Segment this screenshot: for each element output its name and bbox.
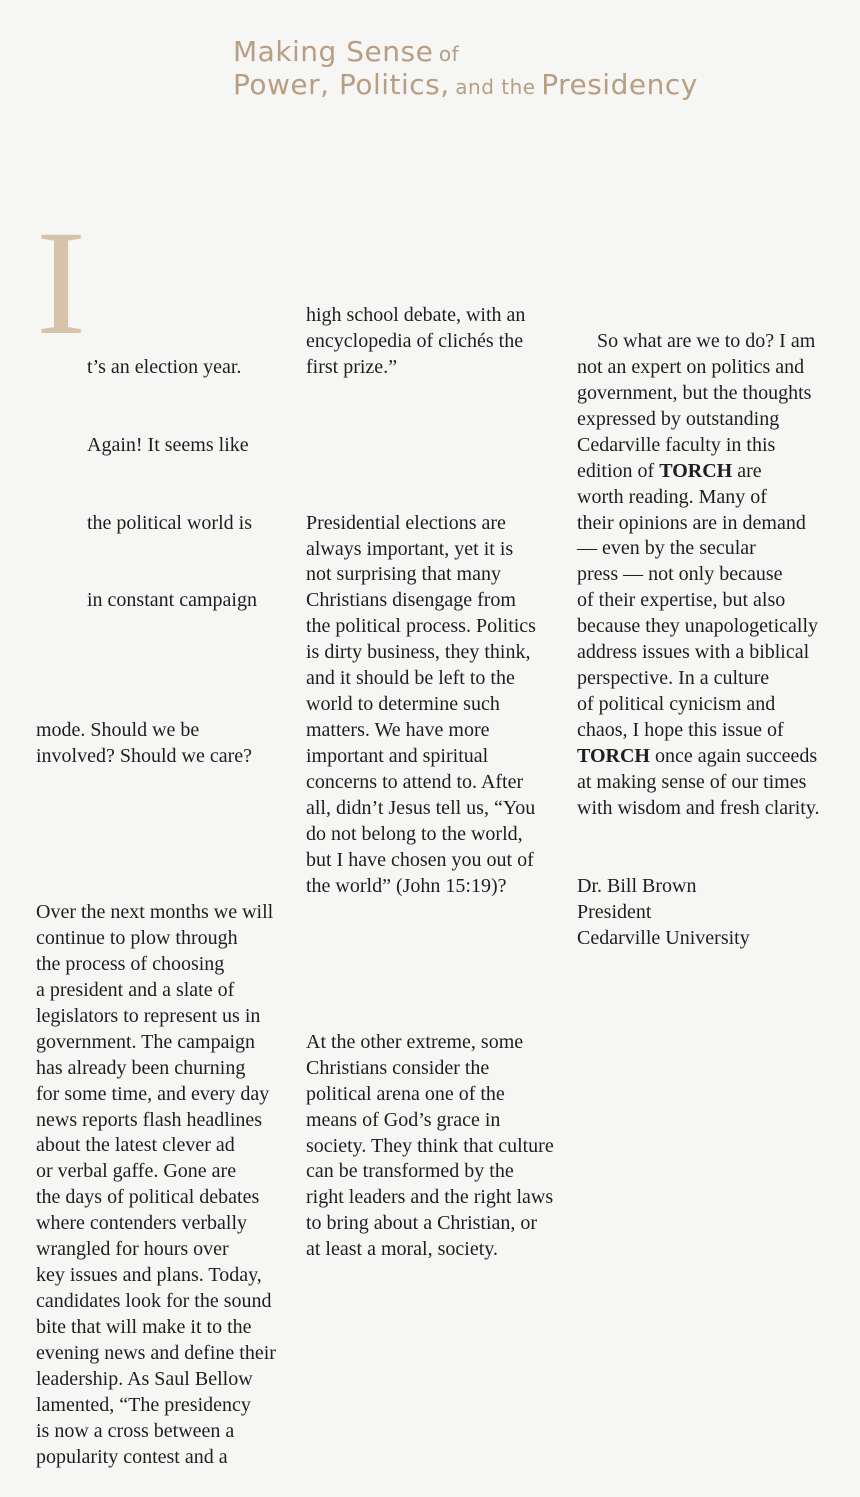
- text-line: Dr. Bill Brown: [577, 874, 697, 897]
- text-line: government. The campaign: [36, 1030, 256, 1053]
- text-line: a president and a slate of: [36, 978, 235, 1001]
- text-line: can be transformed by the: [306, 1160, 514, 1183]
- text-line: always important, yet it is: [306, 537, 514, 560]
- text-line: Presidential elections are: [306, 511, 506, 534]
- text-line: Christians disengage from: [306, 589, 516, 612]
- text-line: because they unapologetically: [577, 615, 819, 638]
- text-line: is now a cross between a: [36, 1419, 235, 1442]
- text-line: not an expert on politics and: [577, 355, 805, 378]
- text-line: TORCH once again succeeds: [577, 745, 818, 768]
- text-line: political arena one of the: [306, 1082, 505, 1105]
- text-line: with wisdom and fresh clarity.: [577, 797, 820, 820]
- title-line-1: [233, 35, 698, 71]
- title-presidency: Presidency: [541, 68, 698, 101]
- text-line: their opinions are in demand: [577, 511, 806, 534]
- text-line: Cedarville University: [577, 926, 750, 949]
- text-line: Christians consider the: [306, 1056, 490, 1079]
- text-line: news reports flash headlines: [36, 1108, 263, 1131]
- text-line: encyclopedia of clichés the: [306, 329, 524, 352]
- article-title: [233, 35, 698, 104]
- text-line: lamented, “The presidency: [36, 1393, 251, 1416]
- text-line: right leaders and the right laws: [306, 1186, 554, 1209]
- text-line: for some time, and every day: [36, 1082, 270, 1105]
- text-line: leadership. As Saul Bellow: [36, 1368, 253, 1391]
- text-line: Over the next months we will: [36, 900, 274, 923]
- text-line: Again! It seems like: [87, 433, 249, 456]
- text-line: President: [577, 900, 652, 923]
- col1-indented-lines: [36, 303, 286, 666]
- text-line: has already been churning: [36, 1056, 246, 1079]
- text-line: means of God’s grace in: [306, 1108, 501, 1131]
- title-making-sense: Making Sense: [233, 35, 434, 68]
- text-line: world to determine such: [306, 693, 500, 716]
- text-line: in constant campaign: [87, 589, 257, 612]
- text-line: bite that will make it to the: [36, 1316, 252, 1339]
- text-line: worth reading. Many of: [577, 485, 767, 508]
- text-line: about the latest clever ad: [36, 1134, 235, 1157]
- text-line: continue to plow through: [36, 926, 238, 949]
- text-line: wrangled for hours over: [36, 1238, 229, 1261]
- text-line: do not belong to the world,: [306, 823, 523, 846]
- text-line: the days of political debates: [36, 1186, 260, 1209]
- text-line: important and spiritual: [306, 745, 489, 768]
- col2-paragraph-1: [306, 303, 556, 381]
- drop-cap-letter: I: [36, 200, 86, 366]
- text-line: At the other extreme, some: [306, 1030, 524, 1053]
- title-and-the: and the: [455, 75, 536, 99]
- text-line: So what are we to do? I am: [597, 329, 816, 352]
- text-line: expressed by outstanding: [577, 407, 780, 430]
- text-line: edition of TORCH are: [577, 459, 762, 482]
- text-line: all, didn’t Jesus tell us, “You: [306, 797, 536, 820]
- text-line: or verbal gaffe. Gone are: [36, 1160, 237, 1183]
- text-line: chaos, I hope this issue of: [577, 719, 784, 742]
- signature-block: [577, 874, 837, 952]
- text-line: — even by the secular: [577, 537, 756, 560]
- text-line: matters. We have more: [306, 719, 490, 742]
- text-line: first prize.”: [306, 355, 398, 378]
- text-line: is dirty business, they think,: [306, 641, 531, 664]
- column-1: [36, 251, 286, 1497]
- torch-magazine-name: TORCH: [577, 745, 650, 768]
- text-line: candidates look for the sound: [36, 1290, 272, 1313]
- text-line: mode. Should we be: [36, 719, 200, 742]
- text-line: evening news and define their: [36, 1342, 276, 1365]
- text-line: press — not only because: [577, 563, 783, 586]
- text-line: and it should be left to the: [306, 667, 515, 690]
- title-line-2: [233, 68, 698, 104]
- text-line: the political process. Politics: [306, 615, 536, 638]
- text-line: the world” (John 15:19)?: [306, 874, 507, 897]
- column-3: [577, 251, 837, 978]
- text-line: at least a moral, society.: [306, 1238, 498, 1261]
- text-line: to bring about a Christian, or: [306, 1212, 538, 1235]
- column-2: [306, 251, 556, 1289]
- text-line: high school debate, with an: [306, 303, 526, 326]
- text-line: of their expertise, but also: [577, 589, 786, 612]
- title-power-politics: Power, Politics,: [233, 68, 450, 101]
- torch-magazine-name: TORCH: [659, 459, 733, 482]
- col3-paragraph-1: [577, 303, 837, 822]
- text-line: society. They think that culture: [306, 1134, 554, 1157]
- text-line: the political world is: [87, 511, 252, 534]
- text-line: of political cynicism and: [577, 693, 776, 716]
- text-line: t’s an election year.: [87, 355, 242, 378]
- col2-paragraph-2: [306, 511, 556, 900]
- text-line: the process of choosing: [36, 952, 225, 975]
- text-line: Cedarville faculty in this: [577, 433, 776, 456]
- text-line: government, but the thoughts: [577, 381, 812, 404]
- title-of: of: [438, 42, 460, 66]
- text-line: but I have chosen you out of: [306, 848, 534, 871]
- text-line: key issues and plans. Today,: [36, 1264, 262, 1287]
- text-line: address issues with a biblical: [577, 641, 810, 664]
- text-line: popularity contest and a: [36, 1445, 228, 1468]
- text-line: involved? Should we care?: [36, 745, 253, 768]
- col1-paragraph-1-end: [36, 718, 286, 770]
- col2-paragraph-3: [306, 1030, 556, 1264]
- col1-paragraph-2: [36, 900, 286, 1471]
- text-line: legislators to represent us in: [36, 1004, 261, 1027]
- text-line: not surprising that many: [306, 563, 501, 586]
- text-line: where contenders verbally: [36, 1212, 248, 1235]
- text-line: at making sense of our times: [577, 771, 807, 794]
- text-line: concerns to attend to. After: [306, 771, 524, 794]
- text-line: perspective. In a culture: [577, 667, 770, 690]
